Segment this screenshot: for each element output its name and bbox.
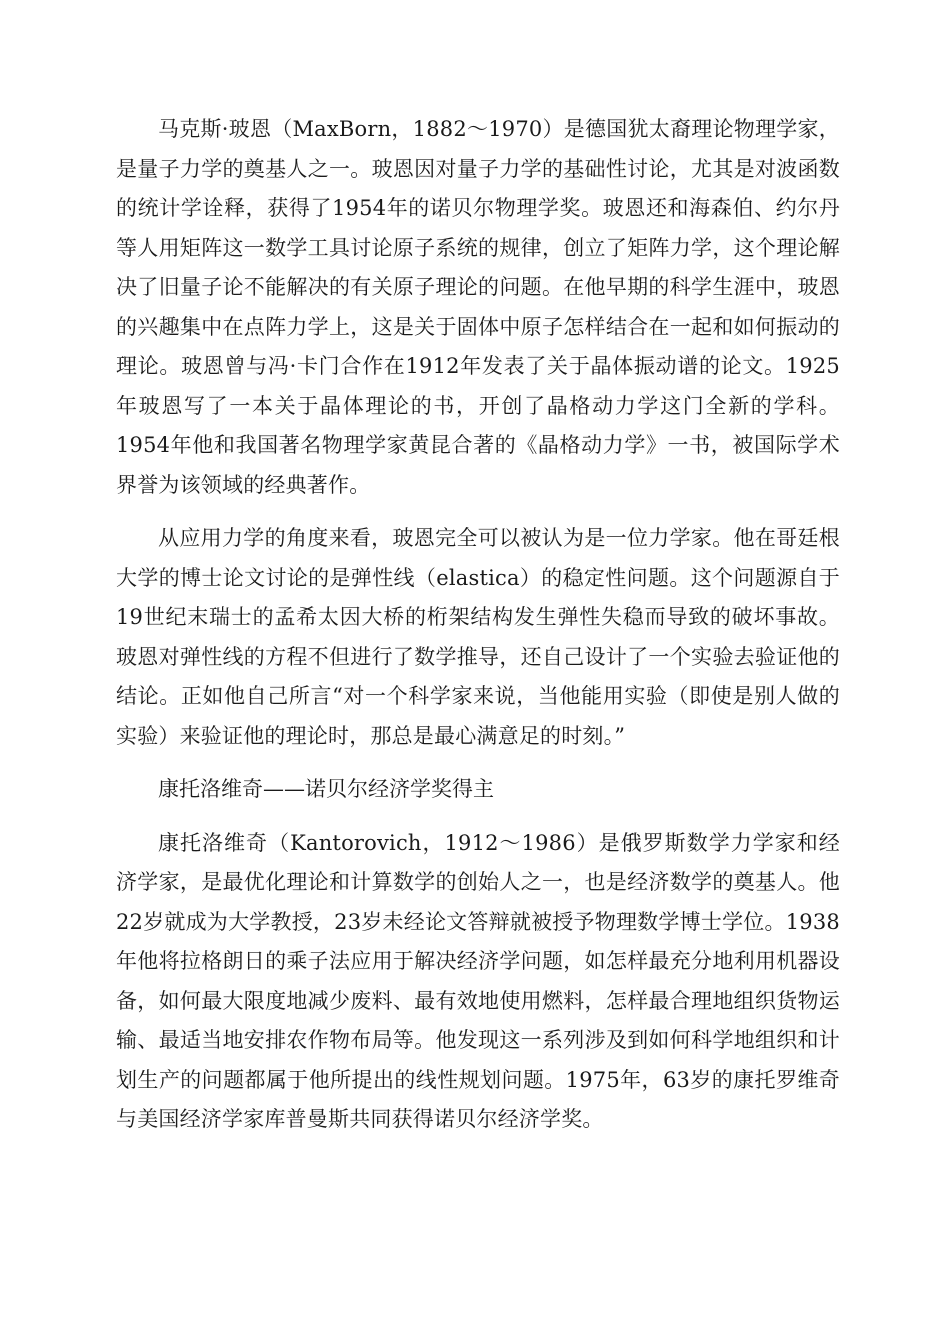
document-page [116,110,840,1140]
paragraph-kantorovich-bio: 康托洛维奇（Kantorovich，1912～1986）是俄罗斯数学力学家和经济学家，是最优化理论和计算数学的创始人之一，也是经济数学的奠基人。他22岁就成为大学教授，23岁未经论文答辩就被授予物理数学博士学位。1938年他将拉格朗日的乘子法应用于解决经济学问题，如怎样最充分地利用机器设备，如何最大限度地减少废料、最有效地使用燃料，怎样最合理地组织货物运输、最适当地安排农作物布局等。他发现这一系列涉及到如何科学地组织和计划生产的问题都属于他所提出的线性规划问题。1975年，63岁的康托罗维奇与美国经济学家库普曼斯共同获得诺贝尔经济学奖。 [116,830,840,1131]
paragraph-max-born-intro: 马克斯·玻恩（MaxBorn，1882～1970）是德国犹太裔理论物理学家，是量子力学的奠基人之一。玻恩因对量子力学的基础性讨论，尤其是对波函数的统计学诠释，获得了1954年的诺贝尔物理学奖。玻恩还和海森伯、约尔丹等人用矩阵这一数学工具讨论原子系统的规律，创立了矩阵力学，这个理论解决了旧量子论不能解决的有关原子理论的问题。在他早期的科学生涯中，玻恩的兴趣集中在点阵力学上，这是关于固体中原子怎样结合在一起和如何振动的理论。玻恩曾与冯·卡门合作在1912年发表了关于晶体振动谱的论文。1925年玻恩写了一本关于晶体理论的书，开创了晶格动力学这门全新的学科。1954年他和我国著名物理学家黄昆合著的《晶格动力学》一书，被国际学术界誉为该领域的经典著作。 [116,117,840,497]
paragraph-max-born-mechanics: 从应用力学的角度来看，玻恩完全可以被认为是一位力学家。他在哥廷根大学的博士论文讨论的是弹性线（elastica）的稳定性问题。这个问题源自于19世纪末瑞士的孟希太因大桥的桁架结构发生弹性失稳而导致的破坏事故。玻恩对弹性线的方程不但进行了数学推导，还自己设计了一个实验去验证他的结论。正如他自己所言“对一个科学家来说，当他能用实验（即使是别人做的实验）来验证他的理论时，那总是最心满意足的时刻。” [116,526,840,748]
section-heading-kantorovich: 康托洛维奇——诺贝尔经济学奖得主 [158,777,494,801]
